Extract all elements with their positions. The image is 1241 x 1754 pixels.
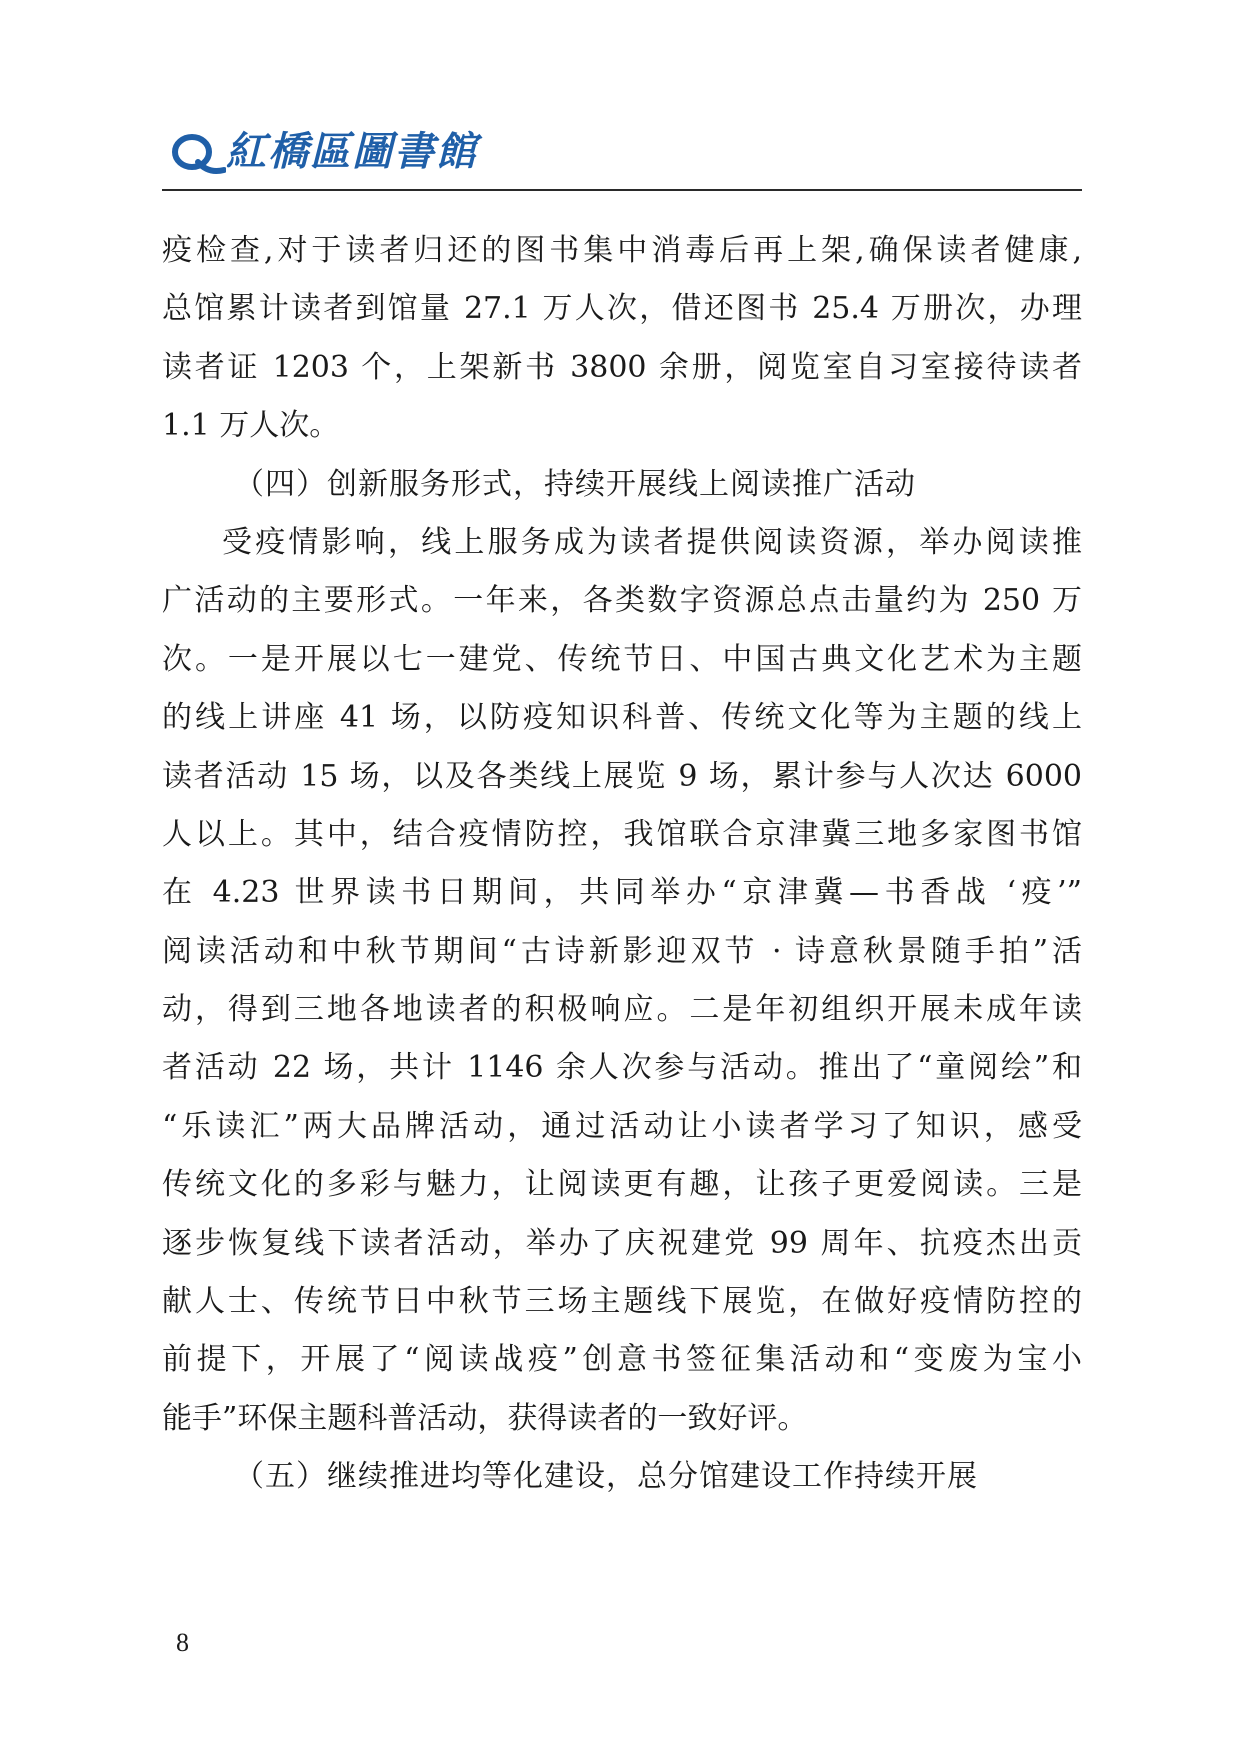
text-line: 读者活动 15 场，以及各类线上展览 9 场，累计参与人次达 6000	[162, 758, 1082, 794]
page-number: 8	[176, 1628, 189, 1657]
text-line: 逐步恢复线下读者活动，举办了庆祝建党 99 周年、抗疫杰出贡	[162, 1225, 1082, 1261]
library-logo-text: 紅橋區圖書館	[226, 128, 478, 175]
text-line: 能手”环保主题科普活动，获得读者的一致好评。	[162, 1400, 808, 1436]
text-line: 人以上。其中，结合疫情防控，我馆联合京津冀三地多家图书馆	[162, 816, 1082, 852]
text-line: 动，得到三地各地读者的积极响应。二是年初组织开展未成年读	[162, 992, 1082, 1028]
text-line: 广活动的主要形式。一年来，各类数字资源总点击量约为 250 万	[162, 583, 1082, 619]
text-line: 次。一是开展以七一建党、传统节日、中国古典文化艺术为主题	[162, 641, 1082, 677]
text-line: 受疫情影响，线上服务成为读者提供阅读资源，举办阅读推	[222, 524, 1082, 560]
text-line: 在 4.23 世界读书日期间，共同举办“京津冀—书香战 ‘疫’”	[162, 875, 1082, 911]
section-heading-5: （五）继续推进均等化建设，总分馆建设工作持续开展	[234, 1459, 978, 1495]
text-line: 传统文化的多彩与魅力，让阅读更有趣，让孩子更爱阅读。三是	[162, 1167, 1082, 1203]
text-line: 1.1 万人次。	[162, 408, 340, 444]
header-divider	[162, 189, 1082, 191]
section-heading-4: （四）创新服务形式，持续开展线上阅读推广活动	[234, 466, 916, 502]
text-line: “乐读汇”两大品牌活动，通过活动让小读者学习了知识，感受	[162, 1108, 1082, 1144]
library-q-logo-icon	[168, 130, 226, 180]
text-line: 疫检查,对于读者归还的图书集中消毒后再上架,确保读者健康,	[162, 233, 1082, 268]
text-line: 读者证 1203 个，上架新书 3800 余册，阅览室自习室接待读者	[162, 349, 1082, 385]
text-line: 的线上讲座 41 场，以防疫知识科普、传统文化等为主题的线上	[162, 700, 1082, 736]
text-line: 阅读活动和中秋节期间“古诗新影迎双节 · 诗意秋景随手拍”活	[162, 933, 1082, 969]
body-text	[162, 222, 1082, 1507]
page-header	[162, 118, 1082, 190]
text-line: 前提下，开展了“阅读战疫”创意书签征集活动和“变废为宝小	[162, 1342, 1082, 1378]
text-line: 者活动 22 场，共计 1146 余人次参与活动。推出了“童阅绘”和	[162, 1050, 1082, 1086]
text-line: 献人士、传统节日中秋节三场主题线下展览，在做好疫情防控的	[162, 1284, 1082, 1320]
text-line: 总馆累计读者到馆量 27.1 万人次，借还图书 25.4 万册次，办理	[162, 291, 1082, 327]
